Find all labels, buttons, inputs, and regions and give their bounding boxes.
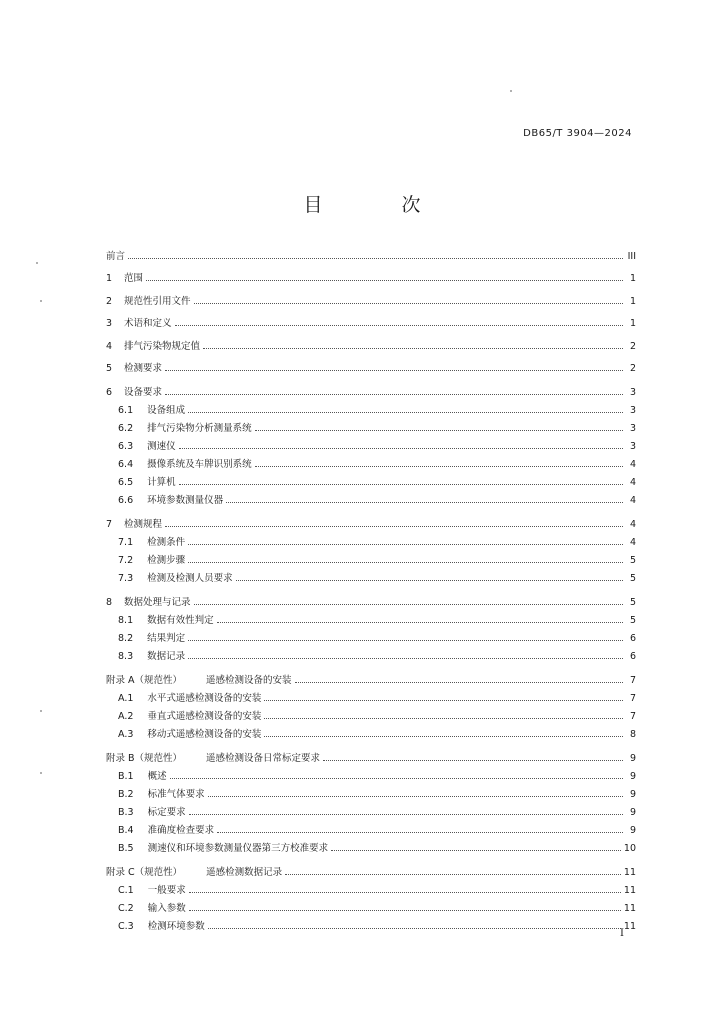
toc-entry-label bbox=[106, 673, 292, 689]
toc-entry bbox=[106, 338, 636, 354]
toc-entry-page: 3 bbox=[629, 441, 636, 452]
toc-entry-number: 8.1 bbox=[118, 615, 134, 626]
toc-entry-label bbox=[106, 439, 176, 455]
toc-entry bbox=[106, 438, 636, 454]
toc-entry-number: 8 bbox=[106, 597, 113, 608]
toc-entry-page: 5 bbox=[629, 615, 636, 626]
toc-entry bbox=[106, 612, 636, 628]
toc-entry-number: 7.1 bbox=[118, 537, 134, 548]
toc-entry-page: 1 bbox=[629, 318, 636, 329]
toc-entry-number: 8.3 bbox=[118, 651, 134, 662]
toc-entry-title: 环境参数测量仪器 bbox=[147, 495, 224, 506]
toc-entry-title: 标准气体要求 bbox=[147, 789, 205, 800]
toc-entry bbox=[106, 690, 636, 706]
toc-entry-title: 测速仪和环境参数测量仪器第三方校准要求 bbox=[147, 843, 329, 854]
toc-entry-page: 4 bbox=[629, 519, 636, 530]
toc-entry-number: 5 bbox=[106, 363, 113, 374]
toc-entry-label bbox=[106, 865, 282, 881]
toc-entry-number: 7 bbox=[106, 519, 113, 530]
toc-entry-title: 检测要求 bbox=[124, 363, 163, 374]
toc-entry-label bbox=[106, 769, 167, 785]
toc-entry-title: 检测条件 bbox=[147, 537, 186, 548]
toc-entry bbox=[106, 270, 636, 286]
toc-entry bbox=[106, 516, 636, 532]
leader-dots bbox=[188, 648, 623, 659]
toc-entry-label bbox=[106, 649, 185, 665]
leader-dots bbox=[146, 270, 623, 281]
toc-entry-page: 2 bbox=[629, 341, 636, 352]
toc-entry-page: 5 bbox=[629, 555, 636, 566]
toc-entry-number: 6.1 bbox=[118, 405, 134, 416]
toc-entry-page: 4 bbox=[629, 477, 636, 488]
leader-dots bbox=[264, 708, 623, 719]
toc-entry bbox=[106, 534, 636, 550]
toc-entry-label bbox=[106, 271, 143, 287]
toc-entry-title: 标定要求 bbox=[147, 807, 186, 818]
toc-entry bbox=[106, 672, 636, 688]
toc-entry bbox=[106, 570, 636, 586]
toc-entry-title: 范围 bbox=[124, 273, 144, 284]
toc-entry bbox=[106, 786, 636, 802]
toc-entry-page: 1 bbox=[629, 273, 636, 284]
toc-entry-number: A.3 bbox=[118, 729, 134, 740]
toc-entry-title: 遥感检测数据记录 bbox=[206, 867, 283, 878]
toc-entry-title: 一般要求 bbox=[147, 885, 186, 896]
toc-entry-title: 结果判定 bbox=[147, 633, 186, 644]
leader-dots bbox=[179, 474, 623, 485]
toc-entry-number: B.4 bbox=[118, 825, 134, 836]
toc-entry-label bbox=[106, 841, 328, 857]
toc-entry-page: 2 bbox=[629, 363, 636, 374]
toc-entry-number: C.1 bbox=[118, 885, 134, 896]
toc-entry bbox=[106, 315, 636, 331]
page-number: I bbox=[620, 928, 624, 939]
toc-entry-number: 2 bbox=[106, 296, 113, 307]
toc-entry-number: 4 bbox=[106, 341, 113, 352]
toc-entry-number: C.3 bbox=[118, 921, 134, 932]
toc-entry bbox=[106, 248, 636, 264]
leader-dots bbox=[208, 918, 621, 929]
toc-entry bbox=[106, 552, 636, 568]
toc-entry-title: 前言 bbox=[106, 251, 126, 262]
toc-entry-title: 数据处理与记录 bbox=[124, 597, 191, 608]
toc-entry-label bbox=[106, 385, 162, 401]
toc-entry-number: C.2 bbox=[118, 903, 134, 914]
toc-entry-title: 检测环境参数 bbox=[147, 921, 205, 932]
leader-dots bbox=[264, 726, 623, 737]
toc-entry-page: 7 bbox=[629, 711, 636, 722]
toc-entry-title: 术语和定义 bbox=[124, 318, 172, 329]
toc-entry-title: 水平式遥感检测设备的安装 bbox=[147, 693, 262, 704]
page-title: 目 次 bbox=[303, 194, 451, 216]
leader-dots bbox=[255, 420, 623, 431]
toc-entry-number: 7.2 bbox=[118, 555, 134, 566]
toc-entry-label bbox=[106, 919, 205, 935]
toc-entry-number: 3 bbox=[106, 318, 113, 329]
toc-entry-number: 6.2 bbox=[118, 423, 134, 434]
leader-dots bbox=[323, 750, 623, 761]
toc-entry-page: 3 bbox=[629, 387, 636, 398]
toc-entry-page: 11 bbox=[623, 921, 636, 932]
toc-entry-label bbox=[106, 361, 162, 377]
leader-dots bbox=[194, 293, 623, 304]
leader-dots bbox=[188, 630, 623, 641]
toc-entry-label bbox=[106, 421, 252, 437]
toc-entry-number: 1 bbox=[106, 273, 113, 284]
toc-entry-title: 计算机 bbox=[147, 477, 176, 488]
toc-entry-number: B.3 bbox=[118, 807, 134, 818]
toc-entry bbox=[106, 768, 636, 784]
toc-entry bbox=[106, 648, 636, 664]
scan-speck bbox=[40, 772, 42, 774]
toc-entry-number: 附录 A（规范性） bbox=[106, 675, 183, 686]
toc-entry-title: 遥感检测设备日常标定要求 bbox=[206, 753, 321, 764]
toc-entry-number: 6.6 bbox=[118, 495, 134, 506]
toc-entry-label bbox=[106, 691, 261, 707]
toc-entry-page: 11 bbox=[623, 885, 636, 896]
toc-entry bbox=[106, 822, 636, 838]
leader-dots bbox=[194, 594, 623, 605]
toc-entry bbox=[106, 594, 636, 610]
toc-entry bbox=[106, 492, 636, 508]
toc-entry-title: 移动式遥感检测设备的安装 bbox=[147, 729, 262, 740]
leader-dots bbox=[264, 690, 623, 701]
leader-dots bbox=[285, 864, 621, 875]
toc-entry-title: 摄像系统及车牌识别系统 bbox=[147, 459, 252, 470]
toc-entry bbox=[106, 630, 636, 646]
toc-entry-label bbox=[106, 403, 185, 419]
scan-speck bbox=[40, 300, 42, 302]
toc-entry bbox=[106, 708, 636, 724]
leader-dots bbox=[165, 516, 623, 527]
toc-entry-number: B.5 bbox=[118, 843, 134, 854]
toc-entry-label bbox=[106, 595, 191, 611]
toc-entry-label bbox=[106, 249, 125, 265]
toc-entry-number: 6.4 bbox=[118, 459, 134, 470]
toc-entry bbox=[106, 750, 636, 766]
leader-dots bbox=[255, 456, 623, 467]
standard-code: DB65/T 3904—2024 bbox=[523, 128, 632, 139]
toc-entry-label bbox=[106, 294, 191, 310]
toc-entry-label bbox=[106, 787, 205, 803]
leader-dots bbox=[179, 438, 623, 449]
toc-entry bbox=[106, 804, 636, 820]
toc-entry-page: 10 bbox=[623, 843, 636, 854]
toc-entry-title: 规范性引用文件 bbox=[124, 296, 191, 307]
toc-entry-title: 遥感检测设备的安装 bbox=[206, 675, 292, 686]
toc-entry-page: 11 bbox=[623, 867, 636, 878]
toc-entry-number: 7.3 bbox=[118, 573, 134, 584]
toc-entry-number: B.2 bbox=[118, 789, 134, 800]
toc-entry-number: 6.3 bbox=[118, 441, 134, 452]
toc-entry-page: 9 bbox=[629, 753, 636, 764]
toc-entry-label bbox=[106, 475, 176, 491]
toc-entry-label bbox=[106, 751, 320, 767]
toc-entry bbox=[106, 864, 636, 880]
leader-dots bbox=[188, 552, 623, 563]
toc-entry-page: 9 bbox=[629, 771, 636, 782]
toc-entry-label bbox=[106, 493, 223, 509]
leader-dots bbox=[217, 612, 623, 623]
toc-entry-page: 5 bbox=[629, 597, 636, 608]
leader-dots bbox=[188, 534, 623, 545]
toc-entry-label bbox=[106, 823, 214, 839]
toc-entry-page: 1 bbox=[629, 296, 636, 307]
toc-entry-title: 检测及检测人员要求 bbox=[147, 573, 233, 584]
toc-entry-number: 6 bbox=[106, 387, 113, 398]
toc-entry-label bbox=[106, 457, 252, 473]
toc-entry-label bbox=[106, 517, 162, 533]
toc-entry bbox=[106, 360, 636, 376]
toc-entry-title: 设备组成 bbox=[147, 405, 186, 416]
toc-entry-label bbox=[106, 316, 172, 332]
leader-dots bbox=[208, 786, 623, 797]
toc-entry-page: III bbox=[627, 251, 636, 262]
toc-entry-label bbox=[106, 535, 185, 551]
toc-entry bbox=[106, 918, 636, 934]
toc-entry bbox=[106, 420, 636, 436]
scan-speck bbox=[36, 262, 38, 264]
toc-entry-title: 垂直式遥感检测设备的安装 bbox=[147, 711, 262, 722]
toc-entry-page: 6 bbox=[629, 633, 636, 644]
leader-dots bbox=[165, 360, 623, 371]
toc-entry-number: 附录 C（规范性） bbox=[106, 867, 183, 878]
leader-dots bbox=[226, 492, 623, 503]
toc-entry-label bbox=[106, 901, 186, 917]
toc-entry-number: 8.2 bbox=[118, 633, 134, 644]
toc-entry-title: 设备要求 bbox=[124, 387, 163, 398]
leader-dots bbox=[217, 822, 623, 833]
scan-speck bbox=[40, 710, 42, 712]
toc-entry-page: 3 bbox=[629, 423, 636, 434]
toc-entry-label bbox=[106, 339, 200, 355]
toc-entry-title: 数据记录 bbox=[147, 651, 186, 662]
toc-entry-page: 9 bbox=[629, 825, 636, 836]
toc-entry-page: 7 bbox=[629, 675, 636, 686]
toc-entry-page: 5 bbox=[629, 573, 636, 584]
toc-entry-title: 排气污染物规定值 bbox=[124, 341, 201, 352]
toc-entry-page: 4 bbox=[629, 495, 636, 506]
toc-entry-page: 6 bbox=[629, 651, 636, 662]
leader-dots bbox=[203, 338, 623, 349]
toc-entry bbox=[106, 726, 636, 742]
toc-entry bbox=[106, 456, 636, 472]
toc-entry-number: 6.5 bbox=[118, 477, 134, 488]
leader-dots bbox=[295, 672, 623, 683]
toc-entry-page: 9 bbox=[629, 789, 636, 800]
leader-dots bbox=[189, 900, 621, 911]
toc-entry-title: 准确度检查要求 bbox=[147, 825, 215, 836]
toc-entry-label bbox=[106, 631, 185, 647]
toc-entry-page: 4 bbox=[629, 537, 636, 548]
toc-entry-number: A.2 bbox=[118, 711, 134, 722]
toc-entry-page: 8 bbox=[629, 729, 636, 740]
toc-entry-page: 9 bbox=[629, 807, 636, 818]
toc-entry bbox=[106, 293, 636, 309]
toc-entry-title: 测速仪 bbox=[147, 441, 176, 452]
toc-entry-page: 7 bbox=[629, 693, 636, 704]
toc-entry-number: B.1 bbox=[118, 771, 134, 782]
toc-entry-title: 数据有效性判定 bbox=[147, 615, 214, 626]
toc-entry bbox=[106, 840, 636, 856]
toc-entry-page: 11 bbox=[623, 903, 636, 914]
toc-entry-title: 检测规程 bbox=[124, 519, 163, 530]
toc-entry-label bbox=[106, 571, 233, 587]
leader-dots bbox=[331, 840, 621, 851]
toc-entry bbox=[106, 402, 636, 418]
toc-entry-number: A.1 bbox=[118, 693, 134, 704]
scan-speck bbox=[510, 90, 512, 92]
toc-entry-label bbox=[106, 727, 261, 743]
toc-entry-title: 概述 bbox=[147, 771, 167, 782]
leader-dots bbox=[236, 570, 623, 581]
toc-entry-page: 3 bbox=[629, 405, 636, 416]
toc-entry-title: 输入参数 bbox=[147, 903, 186, 914]
toc-entry bbox=[106, 882, 636, 898]
toc-entry bbox=[106, 474, 636, 490]
leader-dots bbox=[188, 402, 623, 413]
toc-entry-label bbox=[106, 709, 261, 725]
toc-entry-title: 排气污染物分析测量系统 bbox=[147, 423, 252, 434]
leader-dots bbox=[189, 882, 621, 893]
toc-entry-label bbox=[106, 553, 185, 569]
toc-entry-label bbox=[106, 805, 186, 821]
toc-entry bbox=[106, 900, 636, 916]
leader-dots bbox=[175, 315, 623, 326]
toc-entry-number: 附录 B（规范性） bbox=[106, 753, 183, 764]
leader-dots bbox=[170, 768, 623, 779]
toc-entry-page: 4 bbox=[629, 459, 636, 470]
toc-entry bbox=[106, 384, 636, 400]
leader-dots bbox=[165, 384, 623, 395]
toc-entry-title: 检测步骤 bbox=[147, 555, 186, 566]
toc-entry-label bbox=[106, 613, 214, 629]
toc-entry-label bbox=[106, 883, 186, 899]
leader-dots bbox=[128, 248, 623, 259]
leader-dots bbox=[189, 804, 623, 815]
